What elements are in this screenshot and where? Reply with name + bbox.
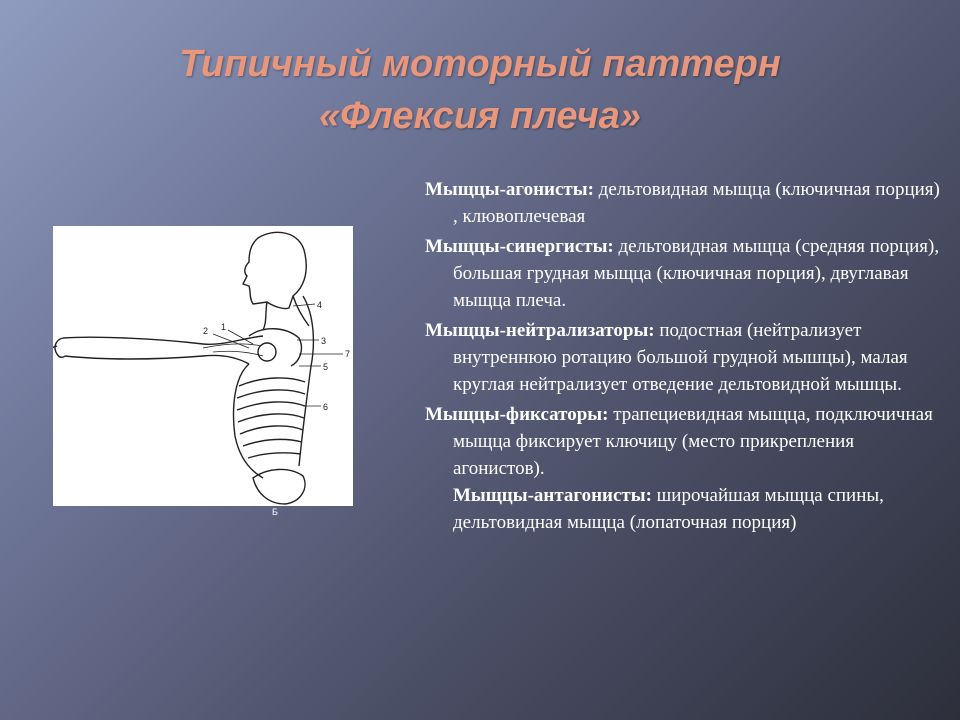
slide-title xyxy=(60,38,900,142)
shoulder-flexion-drawing xyxy=(53,226,353,506)
slide-title-line-1: Типичный моторный паттерн xyxy=(179,43,781,85)
fixators-term: Мыщцы-фиксаторы: xyxy=(425,404,609,425)
antagonists-term: Мыщцы-антагонисты: xyxy=(453,485,652,506)
synergists-item xyxy=(425,233,940,314)
figure-caption: Б xyxy=(272,507,278,517)
neutralizers-item xyxy=(425,317,940,398)
agonists-term: Мыщцы-агонисты: xyxy=(425,179,594,200)
anatomy-illustration xyxy=(53,226,353,506)
antagonists-text: широчайшая мыщца спины, дельтовидная мыщца (лопаточная порция) xyxy=(453,485,884,533)
neutralizers-term: Мыщцы-нейтрализаторы: xyxy=(425,320,655,341)
slide-title-line-2: «Флексия плеча» xyxy=(318,95,642,137)
figure-label-5: 5 xyxy=(323,362,329,372)
synergists-term: Мыщцы-синергисты: xyxy=(425,236,614,257)
figure-label-2: 2 xyxy=(203,326,209,336)
agonists-item xyxy=(425,176,940,230)
figure-label-7: 7 xyxy=(345,349,351,359)
neutralizers-text: подостная (нейтрализует внутреннюю ротацию большой грудной мышцы), малая круглая нейтрализует отведение дельтовидной мышцы. xyxy=(453,320,908,395)
synergists-text: дельтовидная мыщца (средняя порция), большая грудная мыщца (ключичная порция), двуглавая мыщца плеча. xyxy=(453,236,940,311)
figure-label-4: 4 xyxy=(317,300,323,310)
figure-label-3: 3 xyxy=(321,336,327,346)
figure-label-1: 1 xyxy=(221,322,227,332)
fixators-text: трапециевидная мыщца, подключичная мыщца фиксирует ключицу (место прикрепления агонистов). xyxy=(453,404,933,479)
fixators-item xyxy=(425,401,940,536)
muscle-list xyxy=(425,176,940,539)
agonists-text: дельтовидная мыщца (ключичная порция) , клювоплечевая xyxy=(453,179,940,227)
figure-label-6: 6 xyxy=(323,402,329,412)
antagonists-item xyxy=(453,482,940,536)
